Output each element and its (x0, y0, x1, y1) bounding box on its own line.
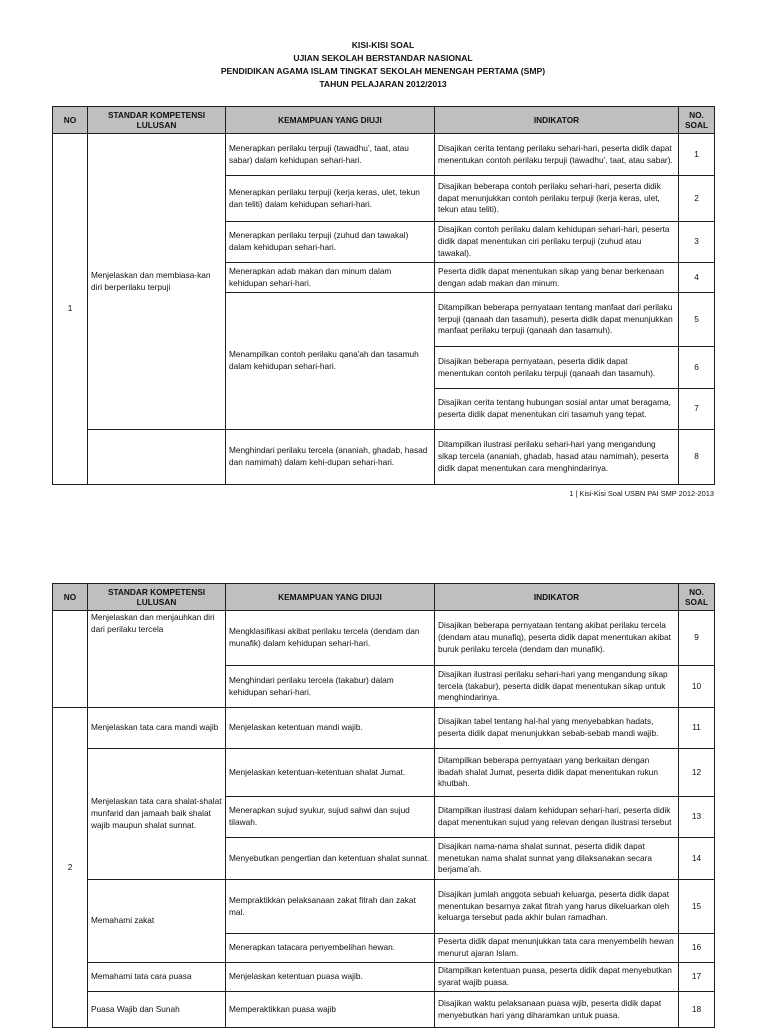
indikator-cell: Disajikan waktu pelaksanaan puasa wjib, peserta didik dapat menyebutkan hari yang diharamkan untuk puasa. (435, 992, 679, 1028)
table-row (53, 749, 715, 797)
column-header-no: NO (53, 107, 88, 134)
header-subject: PENDIDIKAN AGAMA ISLAM TINGKAT SEKOLAH MENENGAH PERTAMA (SMP) (220, 66, 546, 76)
standar-kompetensi-cell: Memahami tata cara puasa (88, 963, 226, 992)
indikator-cell: Ditampilkan ilustrasi perilaku sehari-hari yang mengandung sikap tercela (ananiah, ghadab, hasad atau namimah), peserta didik dapat menentukan cara menghindarinya. (435, 430, 679, 485)
no-soal-cell: 2 (679, 176, 715, 222)
no-soal-cell: 12 (679, 749, 715, 797)
column-header-no: NO (53, 584, 88, 611)
kemampuan-cell: Memperaktikkan puasa wajib (226, 992, 435, 1028)
indikator-cell: Ditampilkan beberapa pernyataan tentang manfaat dari perilaku terpuji (qanaah dan tasamuh), peserta didik dapat menunjukkan manfaat perilaku terpuji (qanaah dan tasamuh). (435, 293, 679, 347)
kisi-table-page-2 (52, 583, 715, 1028)
table-row (53, 880, 715, 934)
row-number: 2 (53, 708, 88, 1028)
kemampuan-cell: Menghindari perilaku tercela (takabur) dalam kehidupan sehari-hari. (226, 666, 435, 708)
table-header-row (53, 107, 715, 134)
no-soal-cell: 6 (679, 347, 715, 389)
header-year: TAHUN PELAJARAN 2012/2013 (319, 79, 447, 89)
indikator-cell: Disajikan nama-nama shalat sunnat, peserta didik dapat menetukan nama shalat sunnat yang dilaksanakan secara berjama’ah. (435, 838, 679, 880)
table-row (53, 430, 715, 485)
kemampuan-cell: Mempraktikkan pelaksanaan zakat fitrah dan zakat mal. (226, 880, 435, 934)
kemampuan-cell: Menerapkan perilaku terpuji (kerja keras, ulet, tekun dan teliti) dalam kehidupan sehari-hari. (226, 176, 435, 222)
kemampuan-cell: Menyebutkan pengertian dan ketentuan shalat sunnat. (226, 838, 435, 880)
row-number (53, 611, 88, 708)
table-row (53, 134, 715, 176)
table-row (53, 708, 715, 749)
no-soal-cell: 7 (679, 389, 715, 430)
indikator-cell: Ditampilkan ilustrasi dalam kehidupan sehari-hari, peserta didik dapat menentukan sujud yang relevan dengan ilustrasi tersebut (435, 797, 679, 838)
column-header-no-soal: NO. SOAL (679, 584, 715, 611)
standar-kompetensi-cell: Menjelaskan dan menjauhkan diri dari perilaku tercela (88, 611, 226, 708)
no-soal-cell: 9 (679, 611, 715, 666)
indikator-cell: Peserta didik dapat menentukan sikap yang benar berkenaan dengan adab makan dan minum. (435, 263, 679, 293)
kemampuan-cell: Menerapkan adab makan dan minum dalam kehidupan sehari-hari. (226, 263, 435, 293)
indikator-cell: Disajikan cerita tentang perilaku sehari-hari, peserta didik dapat menentukan contoh perilaku terpuji (tawadhu’, taat, atau sabar). (435, 134, 679, 176)
column-header-kemampuan: KEMAMPUAN YANG DIUJI (226, 107, 435, 134)
indikator-cell: Disajikan cerita tentang hubungan sosial antar umat beragama, peserta didik dapat menentukan ciri tasamuh yang tepat. (435, 389, 679, 430)
no-soal-cell: 3 (679, 222, 715, 263)
standar-kompetensi-cell: Menjelaskan tata cara mandi wajib (88, 708, 226, 749)
kemampuan-cell: Menerapkan sujud syukur, sujud sahwi dan sujud tilawah. (226, 797, 435, 838)
kemampuan-cell: Menampilkan contoh perilaku qana'ah dan tasamuh dalam kehidupan sehari-hari. (226, 293, 435, 430)
column-header-no-soal: NO. SOAL (679, 107, 715, 134)
kemampuan-cell: Mengklasifikasi akibat perilaku tercela (dendam dan munafik) dalam kehidupan sehari-hari. (226, 611, 435, 666)
no-soal-cell: 13 (679, 797, 715, 838)
column-header-kemampuan: KEMAMPUAN YANG DIUJI (226, 584, 435, 611)
kemampuan-cell: Menjelaskan ketentuan mandi wajib. (226, 708, 435, 749)
kemampuan-cell: Menerapkan tatacara penyembelihan hewan. (226, 934, 435, 963)
no-soal-cell: 17 (679, 963, 715, 992)
header-exam-name: UJIAN SEKOLAH BERSTANDAR NASIONAL (293, 53, 473, 63)
indikator-cell: Disajikan jumlah anggota sebuah keluarga, peserta didik dapat menentukan besarnya zakat fitrah yang harus dikeluarkan oleh keluarga tersebut pada akhir bulan ramadhan. (435, 880, 679, 934)
no-soal-cell: 15 (679, 880, 715, 934)
no-soal-cell: 14 (679, 838, 715, 880)
kemampuan-cell: Menerapkan perilaku terpuji (tawadhu’, taat, atau sabar) dalam kehidupan sehari-hari. (226, 134, 435, 176)
no-soal-cell: 10 (679, 666, 715, 708)
no-soal-cell: 5 (679, 293, 715, 347)
header-title: KISI-KISI SOAL (351, 40, 415, 50)
standar-kompetensi-cell: Menjelaskan tata cara shalat-shalat munfarid dan jamaah baik shalat wajib maupun shalat sunnat. (88, 749, 226, 880)
table-row (53, 963, 715, 992)
indikator-cell: Disajikan contoh perilaku dalam kehidupan sehari-hari, peserta didik dapat menentukan ciri perilaku terpuji (zuhud atau tawakal). (435, 222, 679, 263)
standar-kompetensi-cell (88, 430, 226, 485)
kemampuan-cell: Menghindari perilaku tercela (ananiah, ghadab, hasad dan namimah) dalam kehi-dupan sehari-hari. (226, 430, 435, 485)
table-header-row (53, 584, 715, 611)
indikator-cell: Disajikan beberapa pernyataan tentang akibat perilaku tercela (dendam atau munafiq), peserta didik dapat menentukan akibat buruk perilaku tercela (dendam dan munafik). (435, 611, 679, 666)
page-footer: 1 | Kisi-Kisi Soal USBN PAI SMP 2012-2013 (569, 489, 714, 498)
indikator-cell: Peserta didik dapat menunjukkan tata cara menyembelih hewan menurut ajaran Islam. (435, 934, 679, 963)
standar-kompetensi-cell: Puasa Wajib dan Sunah (88, 992, 226, 1028)
no-soal-cell: 11 (679, 708, 715, 749)
indikator-cell: Disajikan beberapa pernyataan, peserta didik dapat menentukan contoh perilaku terpuji (qanaah dan tasamuh). (435, 347, 679, 389)
indikator-cell: Ditampilkan ketentuan puasa, peserta didik dapat menyebutkan syarat wajib puasa. (435, 963, 679, 992)
kemampuan-cell: Menerapkan perilaku terpuji (zuhud dan tawakal) dalam kehidupan sehari-hari. (226, 222, 435, 263)
standar-kompetensi-cell: Memahami zakat (88, 880, 226, 963)
column-header-sk: STANDAR KOMPETENSI LULUSAN (88, 107, 226, 134)
indikator-cell: Disajikan beberapa contoh perilaku sehari-hari, peserta didik dapat menunjukkan contoh perilaku terpuji (kerja keras, ulet, tekun atau teliti). (435, 176, 679, 222)
indikator-cell: Disajikan ilustrasi perilaku sehari-hari yang mengandung sikap tercela (takabur), peserta didik dapat menentukan sikap untuk menghindarinya. (435, 666, 679, 708)
table-row (53, 992, 715, 1028)
kisi-table-page-1 (52, 106, 715, 485)
indikator-cell: Ditampilkan beberapa pernyataan yang berkaitan dengan ibadah shalat Jumat, peserta didik dapat menentukan rukun khutbah. (435, 749, 679, 797)
no-soal-cell: 1 (679, 134, 715, 176)
indikator-cell: Disajikan tabel tentang hal-hal yang menyebabkan hadats, peserta didik dapat menunjukkan sebab-sebab mandi wajib. (435, 708, 679, 749)
column-header-indikator: INDIKATOR (435, 107, 679, 134)
table-row (53, 611, 715, 666)
no-soal-cell: 18 (679, 992, 715, 1028)
kemampuan-cell: Menjelaskan ketentuan puasa wajib. (226, 963, 435, 992)
column-header-indikator: INDIKATOR (435, 584, 679, 611)
no-soal-cell: 4 (679, 263, 715, 293)
kemampuan-cell: Menjelaskan ketentuan-ketentuan shalat Jumat. (226, 749, 435, 797)
no-soal-cell: 8 (679, 430, 715, 485)
row-number: 1 (53, 134, 88, 485)
document-header (52, 39, 714, 91)
no-soal-cell: 16 (679, 934, 715, 963)
column-header-sk: STANDAR KOMPETENSI LULUSAN (88, 584, 226, 611)
standar-kompetensi-cell: Menjelaskan dan membiasa-kan diri berperilaku terpuji (88, 134, 226, 430)
